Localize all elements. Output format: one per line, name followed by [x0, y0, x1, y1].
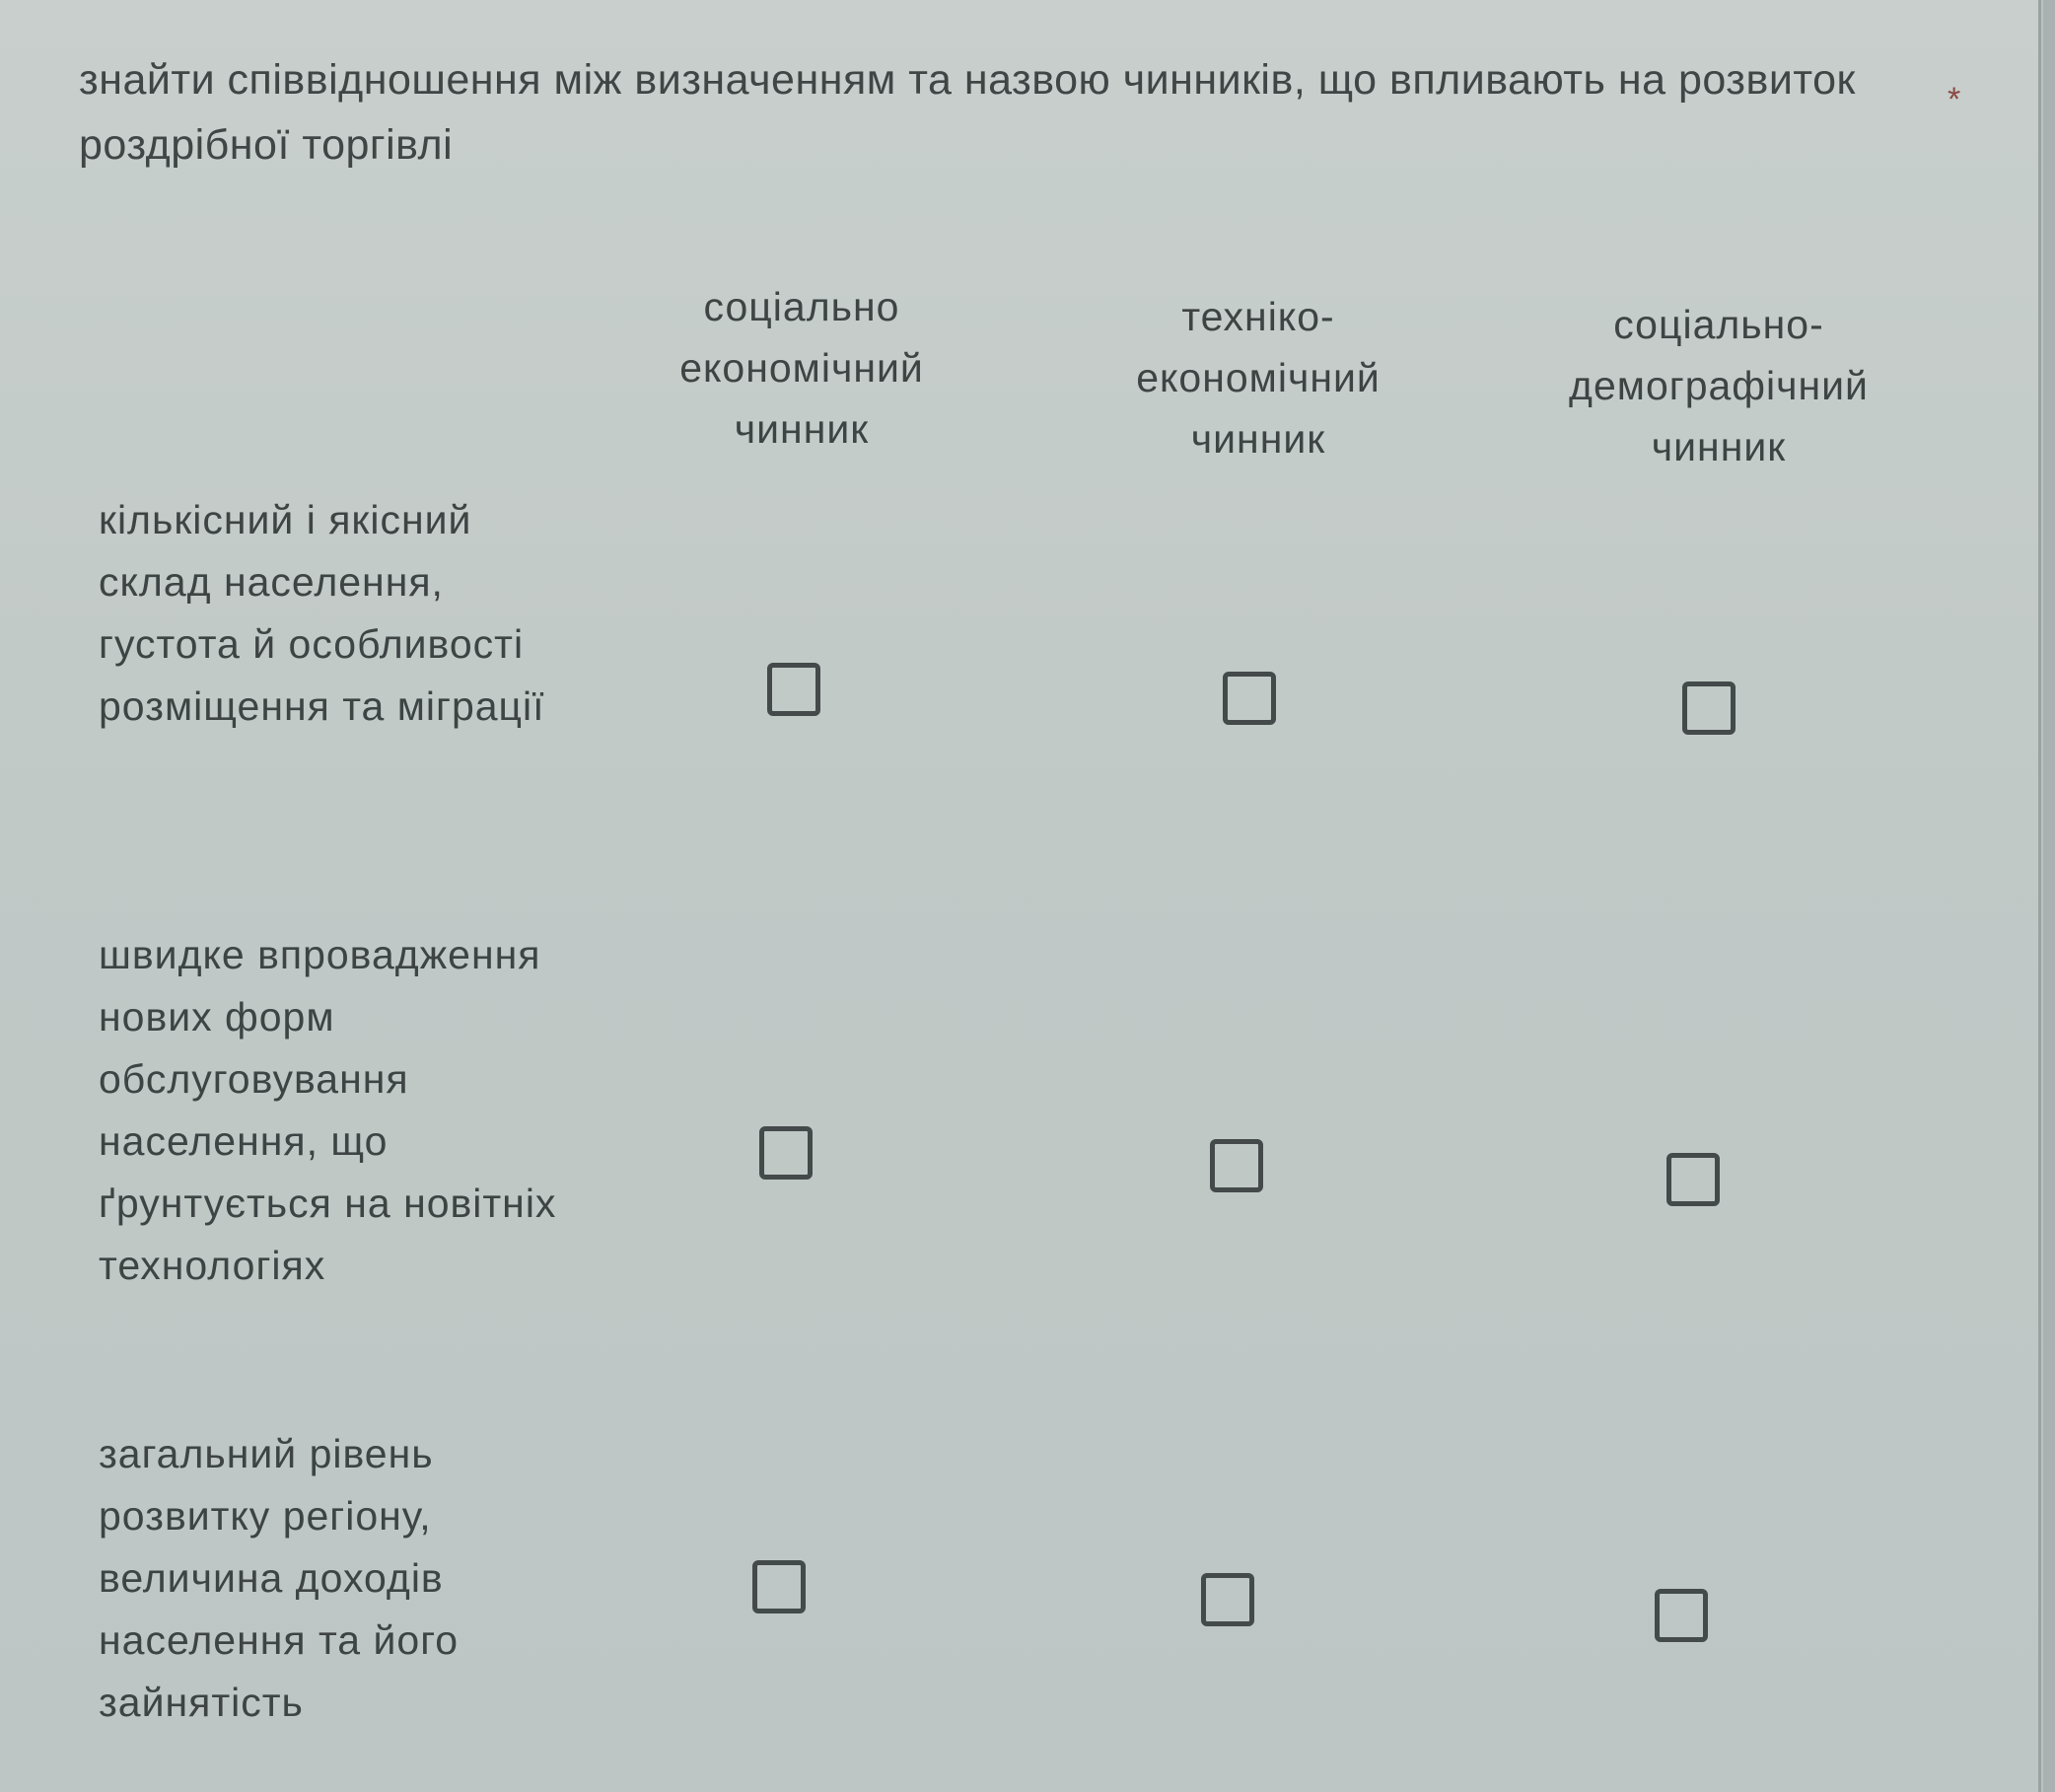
- checkbox-row1-techno-economic[interactable]: [1223, 672, 1276, 725]
- checkbox-row3-techno-economic[interactable]: [1201, 1573, 1254, 1626]
- row-label-new-service-forms: швидке впровадження нових форм обслуговування населення, що ґрунтується на новітніх технологіях: [99, 932, 557, 1288]
- column-header-socio-demographic: соціально-демографічний чинник: [1569, 302, 1869, 469]
- column-header-socio-economic: соціально економічний чинник: [679, 284, 924, 452]
- checkbox-row1-socio-demographic[interactable]: [1682, 681, 1736, 735]
- row-label-population: кількісний і якісний склад населення, густота й особливості розміщення та міграції: [99, 497, 545, 729]
- checkbox-row3-socio-economic[interactable]: [752, 1560, 806, 1613]
- page-edge: [2043, 0, 2055, 1792]
- checkbox-row2-socio-demographic[interactable]: [1666, 1153, 1720, 1206]
- checkbox-row3-socio-demographic[interactable]: [1655, 1589, 1708, 1642]
- row-label-regional-development: загальний рівень розвитку регіону, величина доходів населення та його зайнятість: [99, 1431, 460, 1725]
- required-asterisk: *: [1948, 81, 1961, 118]
- checkbox-row2-socio-economic[interactable]: [759, 1126, 813, 1180]
- checkbox-row1-socio-economic[interactable]: [767, 663, 820, 716]
- column-header-techno-economic: техніко-економічний чинник: [1136, 294, 1381, 462]
- checkbox-row2-techno-economic[interactable]: [1210, 1139, 1263, 1192]
- question-title: знайти співвідношення між визначенням та назвою чинників, що впливають на розвиток роздрібної торгівлі: [79, 56, 1856, 169]
